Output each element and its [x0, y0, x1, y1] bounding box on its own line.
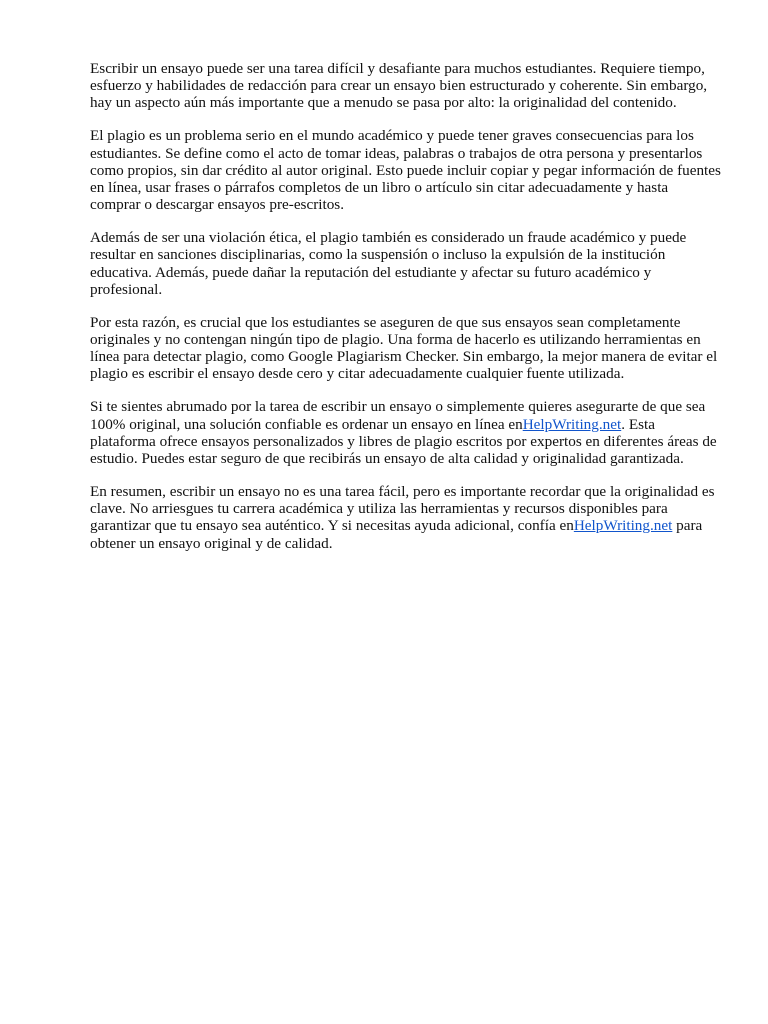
paragraph-6: [90, 483, 722, 552]
paragraph-1: Escribir un ensayo puede ser una tarea difícil y desafiante para muchos estudiantes. Requiere tiempo, esfuerzo y habilidades de redacción para crear un ensayo bien estructurado y coherente. Sin embargo, hay un aspecto aún más importante que a menudo se pasa por alto: la originalidad del contenido.: [90, 60, 708, 112]
paragraph-5: [90, 398, 722, 467]
paragraph-6-text-after: para obtener un ensayo original y de calidad.: [90, 517, 703, 552]
paragraph-3: Además de ser una violación ética, el plagio también es considerado un fraude académico y puede resultar en sanciones disciplinarias, como la suspensión o incluso la expulsión de la institución educativa. Además, puede dañar la reputación del estudiante y afectar su futuro académico y profesional.: [90, 229, 687, 298]
paragraph-2: El plagio es un problema serio en el mundo académico y puede tener graves consecuencias para los estudiantes. Se define como el acto de tomar ideas, palabras o trabajos de otra persona y presentarlos como propios, sin dar crédito al autor original. Esto puede incluir copiar y pegar información de fuentes en línea, usar frases o párrafos completos de un libro o artículo sin citar adecuadamente y hasta comprar o descargar ensayos pre-escritos.: [90, 127, 721, 214]
document-body: [90, 60, 722, 568]
paragraph-6-text-before: En resumen, escribir un ensayo no es una tarea fácil, pero es importante recordar que la originalidad es clave. No arriesgues tu carrera académica y utiliza las herramientas y recursos disponibles para garantizar que tu ensayo sea auténtico. Y si necesitas ayuda adicional, confía en: [90, 483, 715, 535]
helpwriting-link-1[interactable]: HelpWriting.net: [522, 415, 622, 433]
paragraph-5-text-after: . Esta plataforma ofrece ensayos personalizados y libres de plagio escritos por expertos en diferentes áreas de estudio. Puedes estar seguro de que recibirás un ensayo de alta calidad y originalidad garantizada.: [90, 415, 717, 468]
paragraph-5-text-before: Si te sientes abrumado por la tarea de escribir un ensayo o simplemente quieres asegurarte de que sea 100% original, una solución confiable es ordenar un ensayo en línea en: [90, 398, 706, 433]
paragraph-4: Por esta razón, es crucial que los estudiantes se aseguren de que sus ensayos sean completamente originales y no contengan ningún tipo de plagio. Una forma de hacerlo es utilizando herramientas en línea para detectar plagio, como Google Plagiarism Checker. Sin embargo, la mejor manera de evitar el plagio es escribir el ensayo desde cero y citar adecuadamente cualquier fuente utilizada.: [90, 313, 718, 383]
helpwriting-link-2[interactable]: HelpWriting.net: [573, 517, 673, 535]
